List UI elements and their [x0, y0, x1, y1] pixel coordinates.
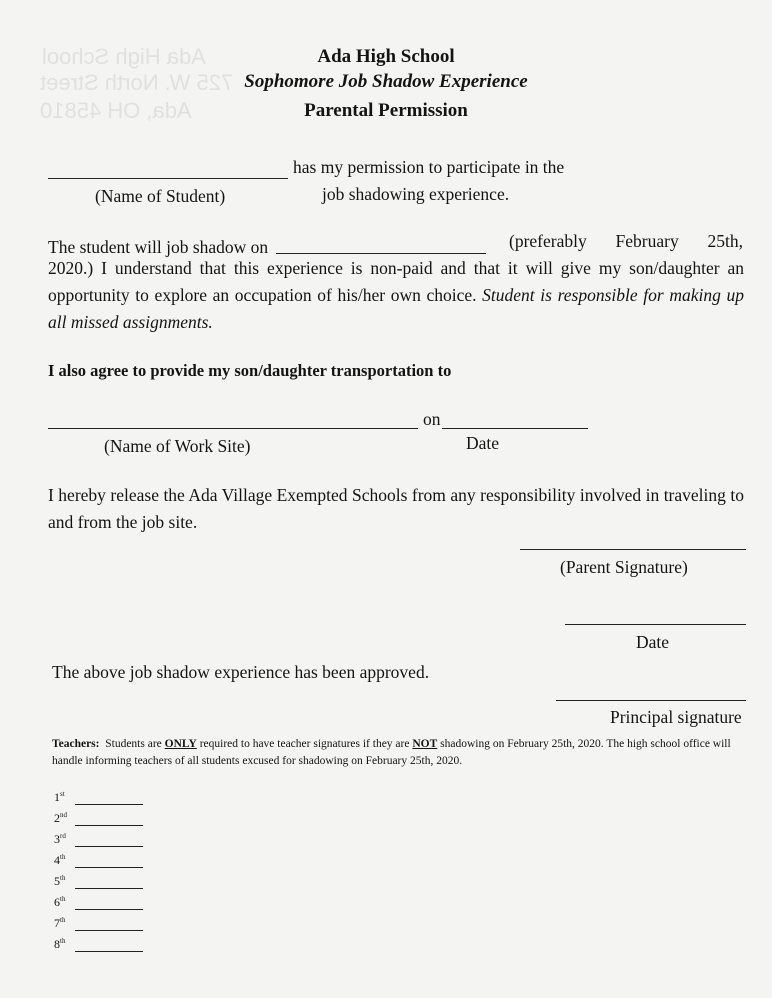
period-signature-field[interactable] — [75, 888, 143, 889]
teachers-note-part3: shadowing on February 25th, 2020. The high school office will handle informing teachers of all students excused for shadowing on February 25th, 2020. — [52, 738, 731, 767]
period-signature-field[interactable] — [75, 846, 143, 847]
program-title: Sophomore Job Shadow Experience — [244, 71, 528, 92]
teachers-note-part2: required to have teacher signatures if they are — [199, 738, 410, 750]
teachers-note-part1: Students are — [105, 738, 162, 750]
bleed-street: 725 W. North Street — [40, 70, 234, 95]
work-site-label: (Name of Work Site) — [104, 436, 251, 456]
period-signature-field[interactable] — [75, 804, 143, 805]
student-name-label: (Name of Student) — [95, 186, 226, 206]
parent-date-field[interactable] — [565, 624, 746, 625]
only-emphasis: ONLY — [164, 738, 197, 750]
not-emphasis: NOT — [412, 738, 438, 750]
period-label: 7th — [54, 916, 66, 930]
permission-continuation: job shadowing experience. — [322, 184, 510, 204]
period-label: 6th — [54, 895, 66, 909]
period-signature-field[interactable] — [75, 930, 143, 931]
period-signature-field[interactable] — [75, 909, 143, 910]
shadow-intro: The student will job shadow on — [48, 237, 269, 257]
school-title: Ada High School — [317, 46, 455, 67]
approval-text: The above job shadow experience has been approved. — [52, 662, 430, 682]
on-label: on — [423, 409, 441, 429]
bleed-city: Ada, OH 45810 — [40, 98, 192, 123]
parent-date-label: Date — [636, 632, 670, 652]
permission-text: has my permission to participate in the — [293, 157, 565, 177]
period-label: 3rd — [54, 832, 66, 846]
period-label: 1st — [54, 790, 65, 804]
teachers-note — [52, 736, 752, 770]
transport-heading: I also agree to provide my son/daughter transportation to — [48, 361, 452, 380]
non-paid-text: I understand that this experience is non-paid and that it will give my son/daughter an opportunity to explore an occupation of his/her own choice. — [48, 258, 744, 305]
period-signature-field[interactable] — [75, 825, 143, 826]
period-label: 5th — [54, 874, 66, 888]
shadow-paragraph: 2020.) I understand that this experience is non-paid and that it will give my son/daughter an opportunity to explore an occupation of his/her own choice. Student is responsible for making up all missed assignments. — [48, 258, 744, 332]
parent-signature-label: (Parent Signature) — [560, 557, 688, 577]
period-label: 2nd — [54, 811, 67, 825]
bleed-school: Ada High School — [42, 44, 206, 69]
transport-date-label: Date — [466, 433, 500, 453]
preferred-date-note: (preferably February 25th, — [509, 231, 743, 251]
period-signature-field[interactable] — [75, 867, 143, 868]
principal-signature-label: Principal signature — [610, 707, 742, 727]
release-paragraph: I hereby release the Ada Village Exempted Schools from any responsibility involved in traveling to and from the job site. — [48, 485, 744, 532]
shadow-date-field[interactable] — [276, 253, 486, 254]
period-signature-field[interactable] — [75, 951, 143, 952]
period-label: 8th — [54, 937, 66, 951]
form-title: Parental Permission — [304, 100, 468, 121]
student-name-field[interactable] — [48, 178, 288, 179]
transport-date-field[interactable] — [442, 428, 588, 429]
teachers-label: Teachers: — [52, 738, 100, 750]
period-label: 4th — [54, 853, 66, 867]
principal-signature-field[interactable] — [556, 700, 746, 701]
missed-assignments-note: Student is responsible for making up all missed assignments. — [48, 285, 744, 332]
work-site-field[interactable] — [48, 428, 418, 429]
parent-signature-field[interactable] — [520, 549, 746, 550]
